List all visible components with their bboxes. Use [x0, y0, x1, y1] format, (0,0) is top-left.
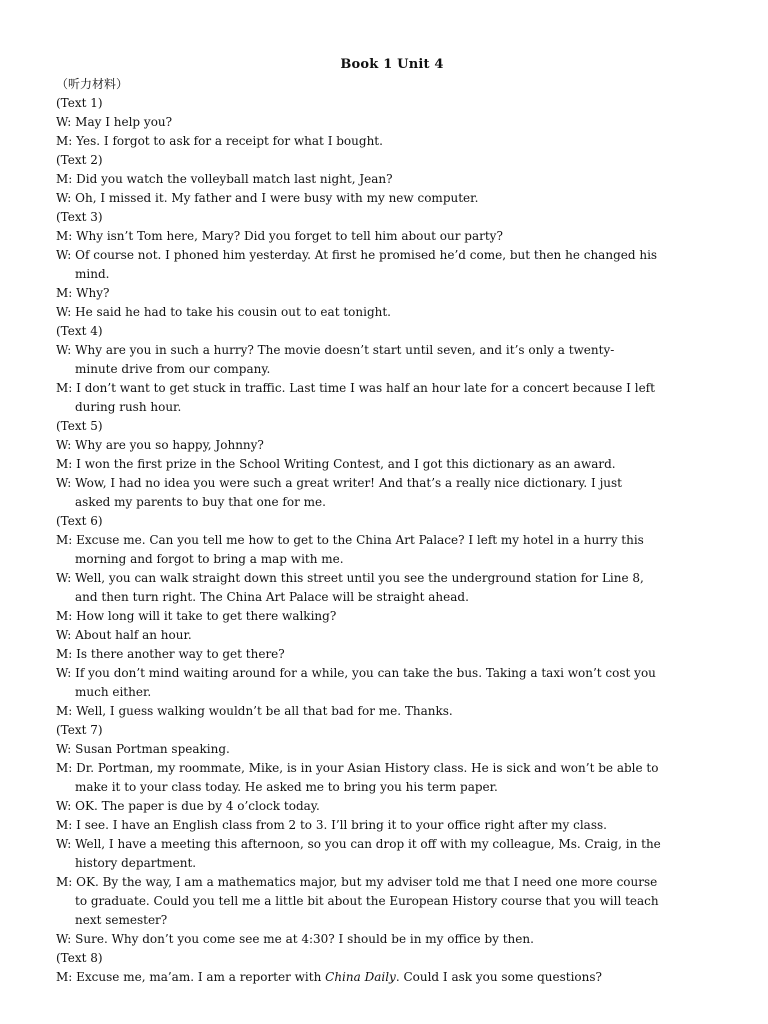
dialog-text: Why? [76, 286, 110, 300]
section-label: (Text 1) [56, 96, 103, 110]
speaker-label: W : [56, 476, 75, 490]
speaker-label: W : [56, 248, 75, 262]
speaker-label: W : [56, 343, 75, 357]
speaker-label: W : [56, 666, 75, 680]
dialog-line [56, 759, 716, 778]
dialog-text: I see. I have an English class from 2 to 3. I’ll bring it to your office right after my class. [76, 818, 607, 832]
dialog-line [56, 626, 716, 645]
dialog-line [56, 816, 716, 835]
section-label: (Text 8) [56, 951, 103, 965]
dialog-text: If you don’t mind waiting around for a while, you can take the bus. Taking a taxi won’t cost you [75, 666, 656, 680]
speaker-label: W : [56, 932, 75, 946]
transcript-body [56, 75, 716, 987]
dialog-line [56, 227, 716, 246]
speaker-label: W : [56, 628, 75, 642]
dialog-text: Why isn’t Tom here, Mary? Did you forget to tell him about our party? [76, 229, 503, 243]
dialog-line [56, 873, 716, 892]
dialog-line-continuation: to graduate. Could you tell me a little bit about the European History course that you will teach [75, 894, 659, 908]
dialog-line [56, 284, 716, 303]
speaker-label: M : [56, 704, 76, 718]
dialog-line-continuation: morning and forgot to bring a map with me. [75, 552, 344, 566]
dialog-line-continuation: much either. [75, 685, 152, 699]
page-title: Book 1 Unit 4 [340, 57, 444, 72]
speaker-label: M : [56, 609, 76, 623]
dialog-text: Is there another way to get there? [76, 647, 285, 661]
speaker-label: M : [56, 229, 76, 243]
dialog-line-continuation: next semester? [75, 913, 168, 927]
dialog-text: Oh, I missed it. My father and I were busy with my new computer. [75, 191, 479, 205]
section-label: (Text 3) [56, 210, 103, 224]
dialog-line [56, 531, 716, 550]
speaker-label: M : [56, 381, 76, 395]
speaker-label: M : [56, 647, 76, 661]
speaker-label: M : [56, 875, 76, 889]
dialog-text: Excuse me, ma’am. I am a reporter with [76, 970, 326, 984]
dialog-line [56, 664, 716, 683]
dialog-line [56, 645, 716, 664]
dialog-text: Well, you can walk straight down this street until you see the underground station for Line 8, [75, 571, 644, 585]
dialog-text: Of course not. I phoned him yesterday. At first he promised he’d come, but then he changed his [75, 248, 658, 262]
speaker-label: W : [56, 799, 75, 813]
dialog-text: Did you watch the volleyball match last night, Jean? [76, 172, 393, 186]
dialog-line [56, 835, 716, 854]
dialog-line-continuation: and then turn right. The China Art Palace will be straight ahead. [75, 590, 469, 604]
speaker-label: W : [56, 305, 75, 319]
dialog-line-continuation: make it to your class today. He asked me to bring you his term paper. [75, 780, 498, 794]
dialog-line [56, 607, 716, 626]
dialog-text: OK. By the way, I am a mathematics major, but my adviser told me that I need one more course [76, 875, 658, 889]
speaker-label: M : [56, 172, 76, 186]
dialog-line-continuation: asked my parents to buy that one for me. [75, 495, 326, 509]
speaker-label: M : [56, 533, 76, 547]
dialog-line [56, 303, 716, 322]
dialog-text: Well, I guess walking wouldn’t be all that bad for me. Thanks. [76, 704, 453, 718]
dialog-line [56, 189, 716, 208]
speaker-label: M : [56, 134, 76, 148]
speaker-label: W : [56, 742, 75, 756]
dialog-text: Why are you in such a hurry? The movie doesn’t start until seven, and it’s only a twenty- [75, 343, 615, 357]
dialog-line-continuation: history department. [75, 856, 197, 870]
speaker-label: W : [56, 837, 75, 851]
dialog-text: Susan Portman speaking. [75, 742, 230, 756]
dialog-text: Dr. Portman, my roommate, Mike, is in your Asian History class. He is sick and won’t be able to [76, 761, 659, 775]
dialog-line [56, 968, 716, 987]
dialog-text: About half an hour. [75, 628, 192, 642]
section-label: (Text 4) [56, 324, 103, 338]
dialog-line [56, 341, 716, 360]
speaker-label: W : [56, 571, 75, 585]
dialog-line [56, 702, 716, 721]
dialog-text: He said he had to take his cousin out to eat tonight. [75, 305, 391, 319]
dialog-text: Wow, I had no idea you were such a great writer! And that’s a really nice dictionary. I just [75, 476, 622, 490]
speaker-label: W : [56, 438, 75, 452]
dialog-line [56, 797, 716, 816]
dialog-text: OK. The paper is due by 4 o’clock today. [75, 799, 320, 813]
dialog-text: Well, I have a meeting this afternoon, so you can drop it off with my colleague, Ms. Craig, in the [75, 837, 661, 851]
dialog-text-tail: . Could I ask you some questions? [395, 970, 602, 984]
dialog-line [56, 379, 716, 398]
dialog-text: I don’t want to get stuck in traffic. Last time I was half an hour late for a concert because I left [76, 381, 655, 395]
dialog-text: Excuse me. Can you tell me how to get to the China Art Palace? I left my hotel in a hurry this [76, 533, 644, 547]
speaker-label: M : [56, 818, 76, 832]
section-label: (Text 5) [56, 419, 103, 433]
speaker-label: M : [56, 457, 76, 471]
dialog-text: I won the first prize in the School Writing Contest, and I got this dictionary as an award. [76, 457, 616, 471]
dialog-text: How long will it take to get there walking? [76, 609, 337, 623]
speaker-label: W : [56, 191, 75, 205]
dialog-text: May I help you? [75, 115, 173, 129]
dialog-line-continuation: during rush hour. [75, 400, 182, 414]
subtitle: （听力材料） [56, 77, 129, 91]
dialog-line-continuation: minute drive from our company. [75, 362, 271, 376]
dialog-line [56, 569, 716, 588]
speaker-label: M : [56, 761, 76, 775]
speaker-label: M : [56, 286, 76, 300]
speaker-label: M : [56, 970, 76, 984]
dialog-line [56, 474, 716, 493]
dialog-line [56, 930, 716, 949]
dialog-line [56, 246, 716, 265]
dialog-line-continuation: mind. [75, 267, 110, 281]
speaker-label: W : [56, 115, 75, 129]
section-label: (Text 7) [56, 723, 103, 737]
section-label: (Text 6) [56, 514, 103, 528]
publication-name: China Daily [325, 970, 396, 984]
dialog-line [56, 132, 716, 151]
dialog-text: Why are you so happy, Johnny? [75, 438, 264, 452]
section-label: (Text 2) [56, 153, 103, 167]
dialog-line [56, 740, 716, 759]
dialog-line [56, 455, 716, 474]
dialog-line [56, 170, 716, 189]
dialog-text: Sure. Why don’t you come see me at 4:30? I should be in my office by then. [75, 932, 534, 946]
dialog-line [56, 113, 716, 132]
dialog-text: Yes. I forgot to ask for a receipt for what I bought. [76, 134, 383, 148]
dialog-line [56, 436, 716, 455]
